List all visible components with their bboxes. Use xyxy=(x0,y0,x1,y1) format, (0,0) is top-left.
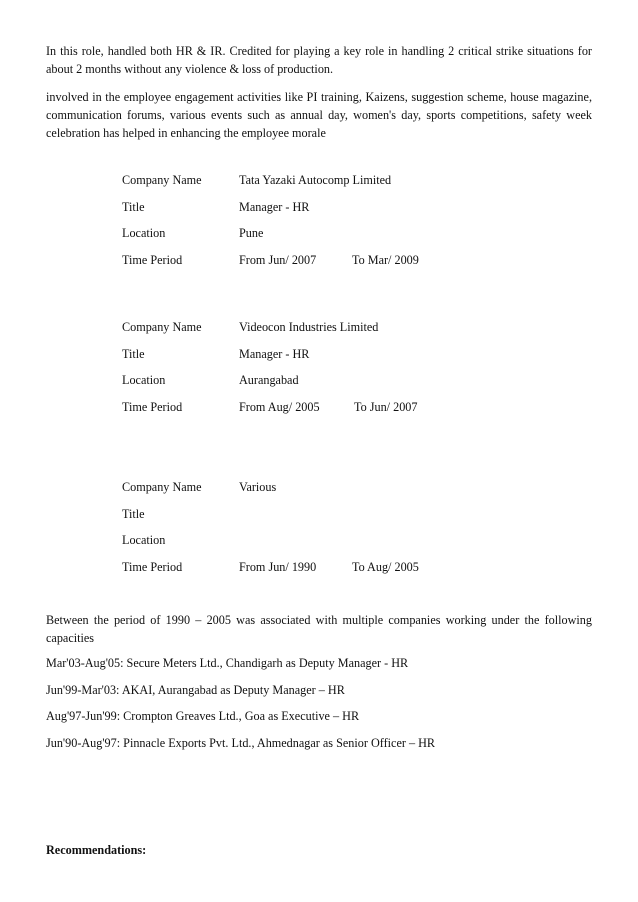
location-row xyxy=(122,531,542,558)
time-period-row xyxy=(122,398,542,425)
time-period-from: From Jun/ 2007 xyxy=(239,253,317,268)
time-period-from: From Aug/ 2005 xyxy=(239,400,320,415)
between-period-paragraph: Between the period of 1990 – 2005 was associated with multiple companies working under the following capacities xyxy=(46,613,592,645)
title-label: Title xyxy=(122,506,145,521)
engagement-paragraph: involved in the employee engagement activities like PI training, Kaizens, suggestion scheme, house magazine, communication forums, various events such as annual day, women's day, sports competitions, safety week celebration has helped in enhancing the employee morale xyxy=(46,90,592,140)
list-item: Mar'03-Aug'05: Secure Meters Ltd., Chandigarh as Deputy Manager - HR xyxy=(46,656,409,670)
recommendations-heading: Recommendations: xyxy=(46,843,147,857)
time-period-to: To Mar/ 2009 xyxy=(352,253,419,268)
company-name-value: Various xyxy=(239,480,277,494)
time-period-row xyxy=(122,558,542,585)
time-period-label: Time Period xyxy=(122,560,183,575)
title-row xyxy=(122,345,542,372)
title-row xyxy=(122,505,542,532)
company-name-row xyxy=(122,318,542,345)
location-row xyxy=(122,371,542,398)
role-summary-paragraph: In this role, handled both HR & IR. Credited for playing a key role in handling 2 critical strike situations for about 2 months without any violence & loss of production. xyxy=(46,44,592,76)
company-name-label: Company Name xyxy=(122,320,202,334)
title-label: Title xyxy=(122,199,145,214)
company-block-tata-yazaki xyxy=(122,171,542,278)
company-name-label: Company Name xyxy=(122,173,202,187)
title-value: Manager - HR xyxy=(239,199,310,214)
time-period-row xyxy=(122,251,542,278)
company-name-row xyxy=(122,478,542,505)
company-block-videocon xyxy=(122,318,542,425)
list-item: Jun'99-Mar'03: AKAI, Aurangabad as Deputy Manager – HR xyxy=(46,682,345,697)
title-row xyxy=(122,198,542,225)
location-value: Pune xyxy=(239,226,264,241)
location-label: Location xyxy=(122,226,166,241)
time-period-to: To Aug/ 2005 xyxy=(352,560,419,575)
company-block-various xyxy=(122,478,542,585)
time-period-from: From Jun/ 1990 xyxy=(239,560,317,575)
location-label: Location xyxy=(122,533,166,548)
title-label: Title xyxy=(122,346,145,361)
time-period-to: To Jun/ 2007 xyxy=(354,400,418,415)
company-name-value: Tata Yazaki Autocomp Limited xyxy=(239,173,392,187)
location-row xyxy=(122,224,542,251)
location-label: Location xyxy=(122,373,166,388)
list-item: Jun'90-Aug'97: Pinnacle Exports Pvt. Ltd., Ahmednagar as Senior Officer – HR xyxy=(46,735,436,750)
capacities-list xyxy=(46,654,592,760)
company-name-value: Videocon Industries Limited xyxy=(239,320,379,334)
title-value: Manager - HR xyxy=(239,346,310,361)
list-item: Aug'97-Jun'99: Crompton Greaves Ltd., Goa as Executive – HR xyxy=(46,709,360,723)
time-period-label: Time Period xyxy=(122,400,183,415)
company-name-row xyxy=(122,171,542,198)
company-name-label: Company Name xyxy=(122,480,202,494)
location-value: Aurangabad xyxy=(239,373,299,388)
time-period-label: Time Period xyxy=(122,253,183,268)
